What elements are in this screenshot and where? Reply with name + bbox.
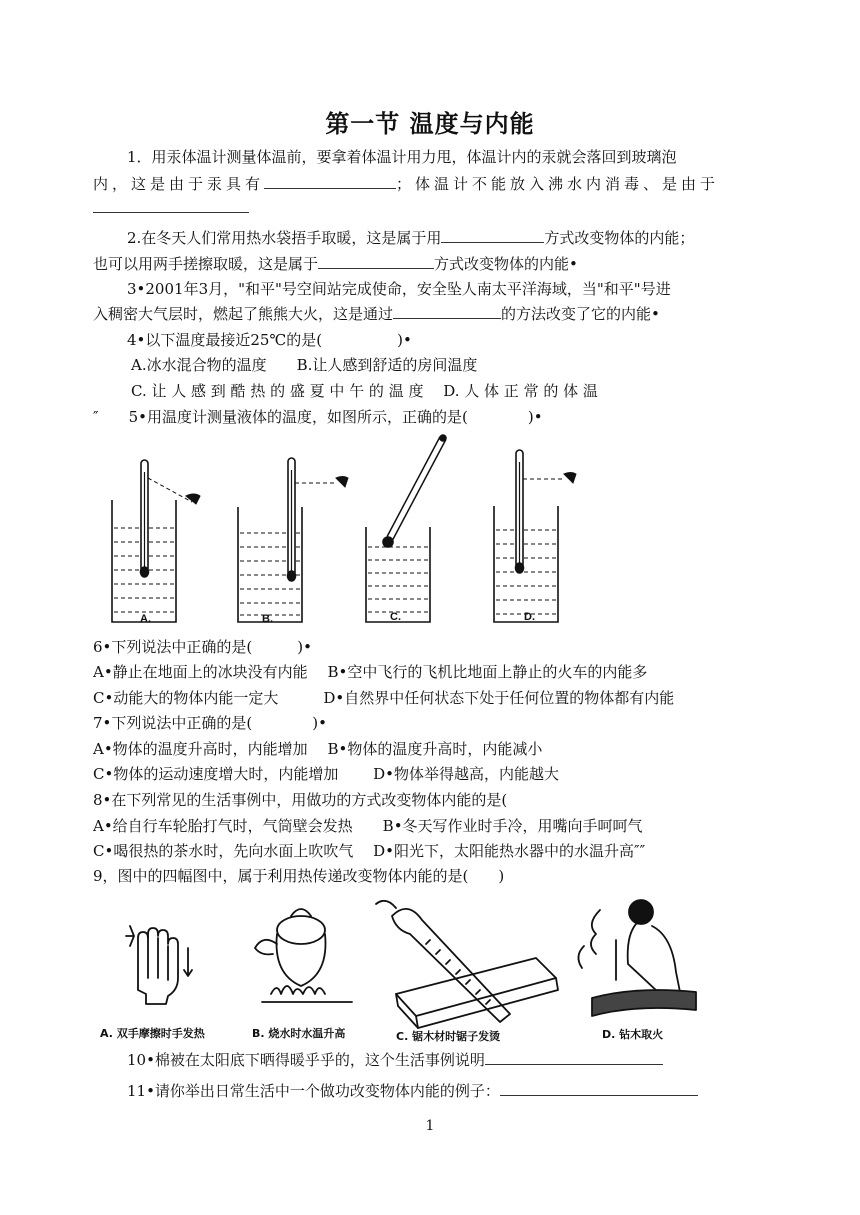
- beaker-a: [112, 460, 200, 622]
- q11-text: 11•请你举出日常生活中一个做功改变物体内能的例子：: [127, 1082, 500, 1100]
- q7-stem: 7•下列说法中正确的是( )•: [93, 714, 327, 732]
- heat-transfer-figure: [96, 894, 716, 1044]
- q11-line: [127, 1081, 698, 1101]
- q6-options-cd: C•动能大的物体内能一定大 D•自然界中任何状态下处于任何位置的物体都有内能: [93, 689, 675, 707]
- q1-blank-1[interactable]: [264, 174, 396, 189]
- caption-b: B. 烧水时水温升高: [252, 1027, 346, 1040]
- label-c: C.: [390, 611, 401, 623]
- q7-options-ab: A•物体的温度升高时，内能增加 B•物体的温度升高时，内能减小: [93, 740, 543, 758]
- beaker-d: [494, 450, 576, 622]
- sawing-wood-image: [376, 901, 558, 1028]
- q1-line2-part-a: 内，这是由于汞具有: [93, 175, 265, 193]
- q2-line2-part-b: 方式改变物体的内能•: [434, 255, 578, 273]
- drilling-fire-image: [578, 900, 696, 1016]
- thermometer-figure: [100, 432, 600, 627]
- caption-a: A. 双手摩擦时手发热: [100, 1027, 205, 1040]
- q3-line2: [93, 304, 660, 324]
- q3-line1: 3•2001年3月，"和平"号空间站完成使命，安全坠人南太平洋海域，当"和平"号进: [127, 280, 671, 298]
- q10-blank[interactable]: [485, 1050, 663, 1065]
- beaker-b: [238, 458, 348, 622]
- q11-blank[interactable]: [500, 1081, 698, 1096]
- q5-stem: ″ 5•用温度计测量液体的温度，如图所示，正确的是( )•: [93, 408, 543, 426]
- label-d: D.: [524, 611, 535, 623]
- caption-d: D. 钻木取火: [602, 1028, 664, 1041]
- q2-line1-part-a: 2.在冬天人们常用热水袋捂手取暖，这是属于用: [127, 229, 442, 247]
- q2-line1-part-b: 方式改变物体的内能；: [544, 229, 695, 247]
- q4-options-ab: A.冰水混合物的温度 B.让人感到舒适的房间温度: [131, 356, 478, 374]
- q1-line2-part-b: ；体温计不能放入沸水内消毒、是由于: [396, 175, 720, 193]
- q1-line2: [93, 174, 719, 194]
- q8-options-ab: A•给自行车轮胎打气时，气筒壁会发热 B•冬天写作业时手冷，用嘴向手呵呵气: [93, 817, 643, 835]
- hands-rubbing-image: [126, 926, 192, 1004]
- q8-options-cd: C•喝很热的茶水时，先向水面上吹吹气 D•阳光下，太阳能热水器中的水温升高″″: [93, 842, 646, 860]
- q4-options-cd: C. 让 人 感 到 酷 热 的 盛 夏 中 午 的 温 度 D. 人 体 正 常 的 体 温: [131, 382, 598, 400]
- q2-line1: [127, 228, 694, 248]
- page-title: 第一节 温度与内能: [325, 110, 535, 138]
- q1-blank-2[interactable]: [93, 198, 249, 213]
- q1-line3: [93, 198, 249, 218]
- q10-line: [127, 1050, 663, 1070]
- q3-line2-part-b: 的方法改变了它的内能•: [501, 305, 660, 323]
- page-number: 1: [425, 1118, 435, 1134]
- q4-stem: 4•以下温度最接近25℃的是( )•: [127, 331, 412, 349]
- q1-line1: 1．用汞体温计测量体温前，要拿着体温计用力甩，体温计内的汞就会落回到玻璃泡: [127, 148, 677, 166]
- kettle-fire-image: [255, 909, 352, 1002]
- q9-stem: 9，图中的四幅图中，属于利用热传递改变物体内能的是( ): [93, 867, 505, 885]
- label-a: A.: [140, 613, 151, 625]
- q3-line2-part-a: 入稠密大气层时，燃起了熊熊大火，这是通过: [93, 305, 394, 323]
- q6-options-ab: A•静止在地面上的冰块没有内能 B•空中飞行的飞机比地面上静止的火车的内能多: [93, 663, 648, 681]
- beaker-c: [366, 435, 446, 622]
- caption-c: C. 锯木材时锯子发烫: [396, 1030, 501, 1043]
- q2-line2-part-a: 也可以用两手搓擦取暖，这是属于: [93, 255, 319, 273]
- q8-stem: 8•在下列常见的生活事例中，用做功的方式改变物体内能的是(: [93, 791, 508, 809]
- q3-blank[interactable]: [393, 304, 501, 319]
- label-b: B.: [262, 613, 273, 625]
- q2-line2: [93, 254, 578, 274]
- q10-text: 10•棉被在太阳底下晒得暖乎乎的，这个生活事例说明: [127, 1051, 485, 1069]
- q7-options-cd: C•物体的运动速度增大时，内能增加 D•物体举得越高，内能越大: [93, 765, 559, 783]
- q2-blank-2[interactable]: [318, 254, 434, 269]
- q6-stem: 6•下列说法中正确的是( )•: [93, 638, 312, 656]
- q2-blank-1[interactable]: [441, 228, 544, 243]
